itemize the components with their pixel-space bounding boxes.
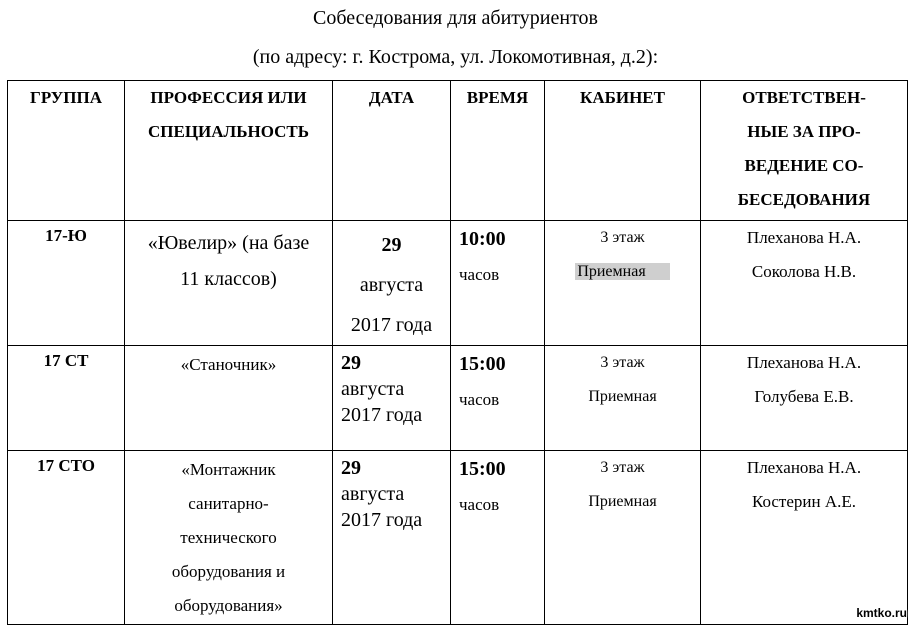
cell-date <box>333 221 451 346</box>
cell-profession <box>125 346 333 451</box>
col-header-resp-line: НЫЕ ЗА ПРО- <box>747 122 861 141</box>
date-year: 2017 года <box>341 404 423 426</box>
cell-time <box>451 221 545 346</box>
cell-time <box>451 451 545 625</box>
cell-time <box>451 346 545 451</box>
col-header-resp-line: ВЕДЕНИЕ СО- <box>744 156 864 175</box>
time-value: 15:00 <box>459 458 506 480</box>
time-unit: часов <box>459 390 500 409</box>
table-row <box>8 221 908 346</box>
responsible-person: Голубева Е.В. <box>754 387 854 406</box>
page-title: Собеседования для абитуриентов <box>313 7 598 29</box>
table-row <box>8 346 908 451</box>
responsible-person: Костерин А.Е. <box>751 492 857 511</box>
date-month: августа <box>341 483 405 505</box>
col-header-resp-line: БЕСЕДОВАНИЯ <box>737 190 871 209</box>
profession-line: технического <box>180 528 277 547</box>
profession-line: оборудования и <box>171 562 286 581</box>
cell-profession <box>125 451 333 625</box>
room-floor: 3 этаж <box>600 459 645 476</box>
col-header-resp-line: ОТВЕТСТВЕН- <box>742 88 866 107</box>
schedule-table <box>7 80 908 625</box>
date-month: августа <box>341 378 405 400</box>
time-unit: часов <box>459 265 500 284</box>
room-name: Приемная <box>588 493 657 510</box>
cell-date <box>333 451 451 625</box>
cell-group: 17-Ю <box>8 221 125 346</box>
time-unit: часов <box>459 495 500 514</box>
room-name: Приемная <box>588 388 657 405</box>
responsible-person: Плеханова Н.А. <box>746 458 862 477</box>
date-day: 29 <box>341 352 361 374</box>
cell-responsible <box>701 346 908 451</box>
cell-room <box>545 451 701 625</box>
col-header-group: ГРУППА <box>8 81 125 221</box>
profession-line: санитарно- <box>188 494 269 513</box>
profession-line: «Монтажник <box>181 460 276 479</box>
col-header-profession-line: ПРОФЕССИЯ ИЛИ <box>150 88 307 107</box>
address-line: (по адресу: г. Кострома, ул. Локомотивная, д.2): <box>252 46 659 68</box>
cell-responsible <box>701 221 908 346</box>
room-name-highlighted: Приемная <box>575 263 669 280</box>
time-value: 15:00 <box>459 353 506 375</box>
responsible-person: Соколова Н.В. <box>751 262 857 281</box>
col-header-responsible <box>701 81 908 221</box>
cell-room <box>545 346 701 451</box>
table-row <box>8 451 908 625</box>
time-value: 10:00 <box>459 228 506 250</box>
date-day: 29 <box>381 234 402 256</box>
cell-room <box>545 221 701 346</box>
col-header-date: ДАТА <box>333 81 451 221</box>
date-month: августа <box>359 274 424 296</box>
cell-date <box>333 346 451 451</box>
cell-group: 17 СТО <box>8 451 125 625</box>
col-header-profession <box>125 81 333 221</box>
header-row <box>8 81 908 221</box>
room-floor: 3 этаж <box>600 354 645 371</box>
cell-group: 17 СТ <box>8 346 125 451</box>
responsible-person: Плеханова Н.А. <box>746 228 862 247</box>
date-day: 29 <box>341 457 361 479</box>
col-header-room: КАБИНЕТ <box>545 81 701 221</box>
watermark: kmtko.ru <box>856 606 907 620</box>
profession-line: «Ювелир» (на базе <box>147 232 310 254</box>
profession-line: «Станочник» <box>180 355 277 374</box>
col-header-profession-line: СПЕЦИАЛЬНОСТЬ <box>148 122 309 141</box>
col-header-time: ВРЕМЯ <box>451 81 545 221</box>
date-year: 2017 года <box>350 314 433 336</box>
date-year: 2017 года <box>341 509 423 531</box>
cell-profession <box>125 221 333 346</box>
profession-line: 11 классов) <box>180 268 277 290</box>
room-floor: 3 этаж <box>600 229 645 246</box>
responsible-person: Плеханова Н.А. <box>746 353 862 372</box>
cell-responsible <box>701 451 908 625</box>
profession-line: оборудования» <box>174 596 283 615</box>
